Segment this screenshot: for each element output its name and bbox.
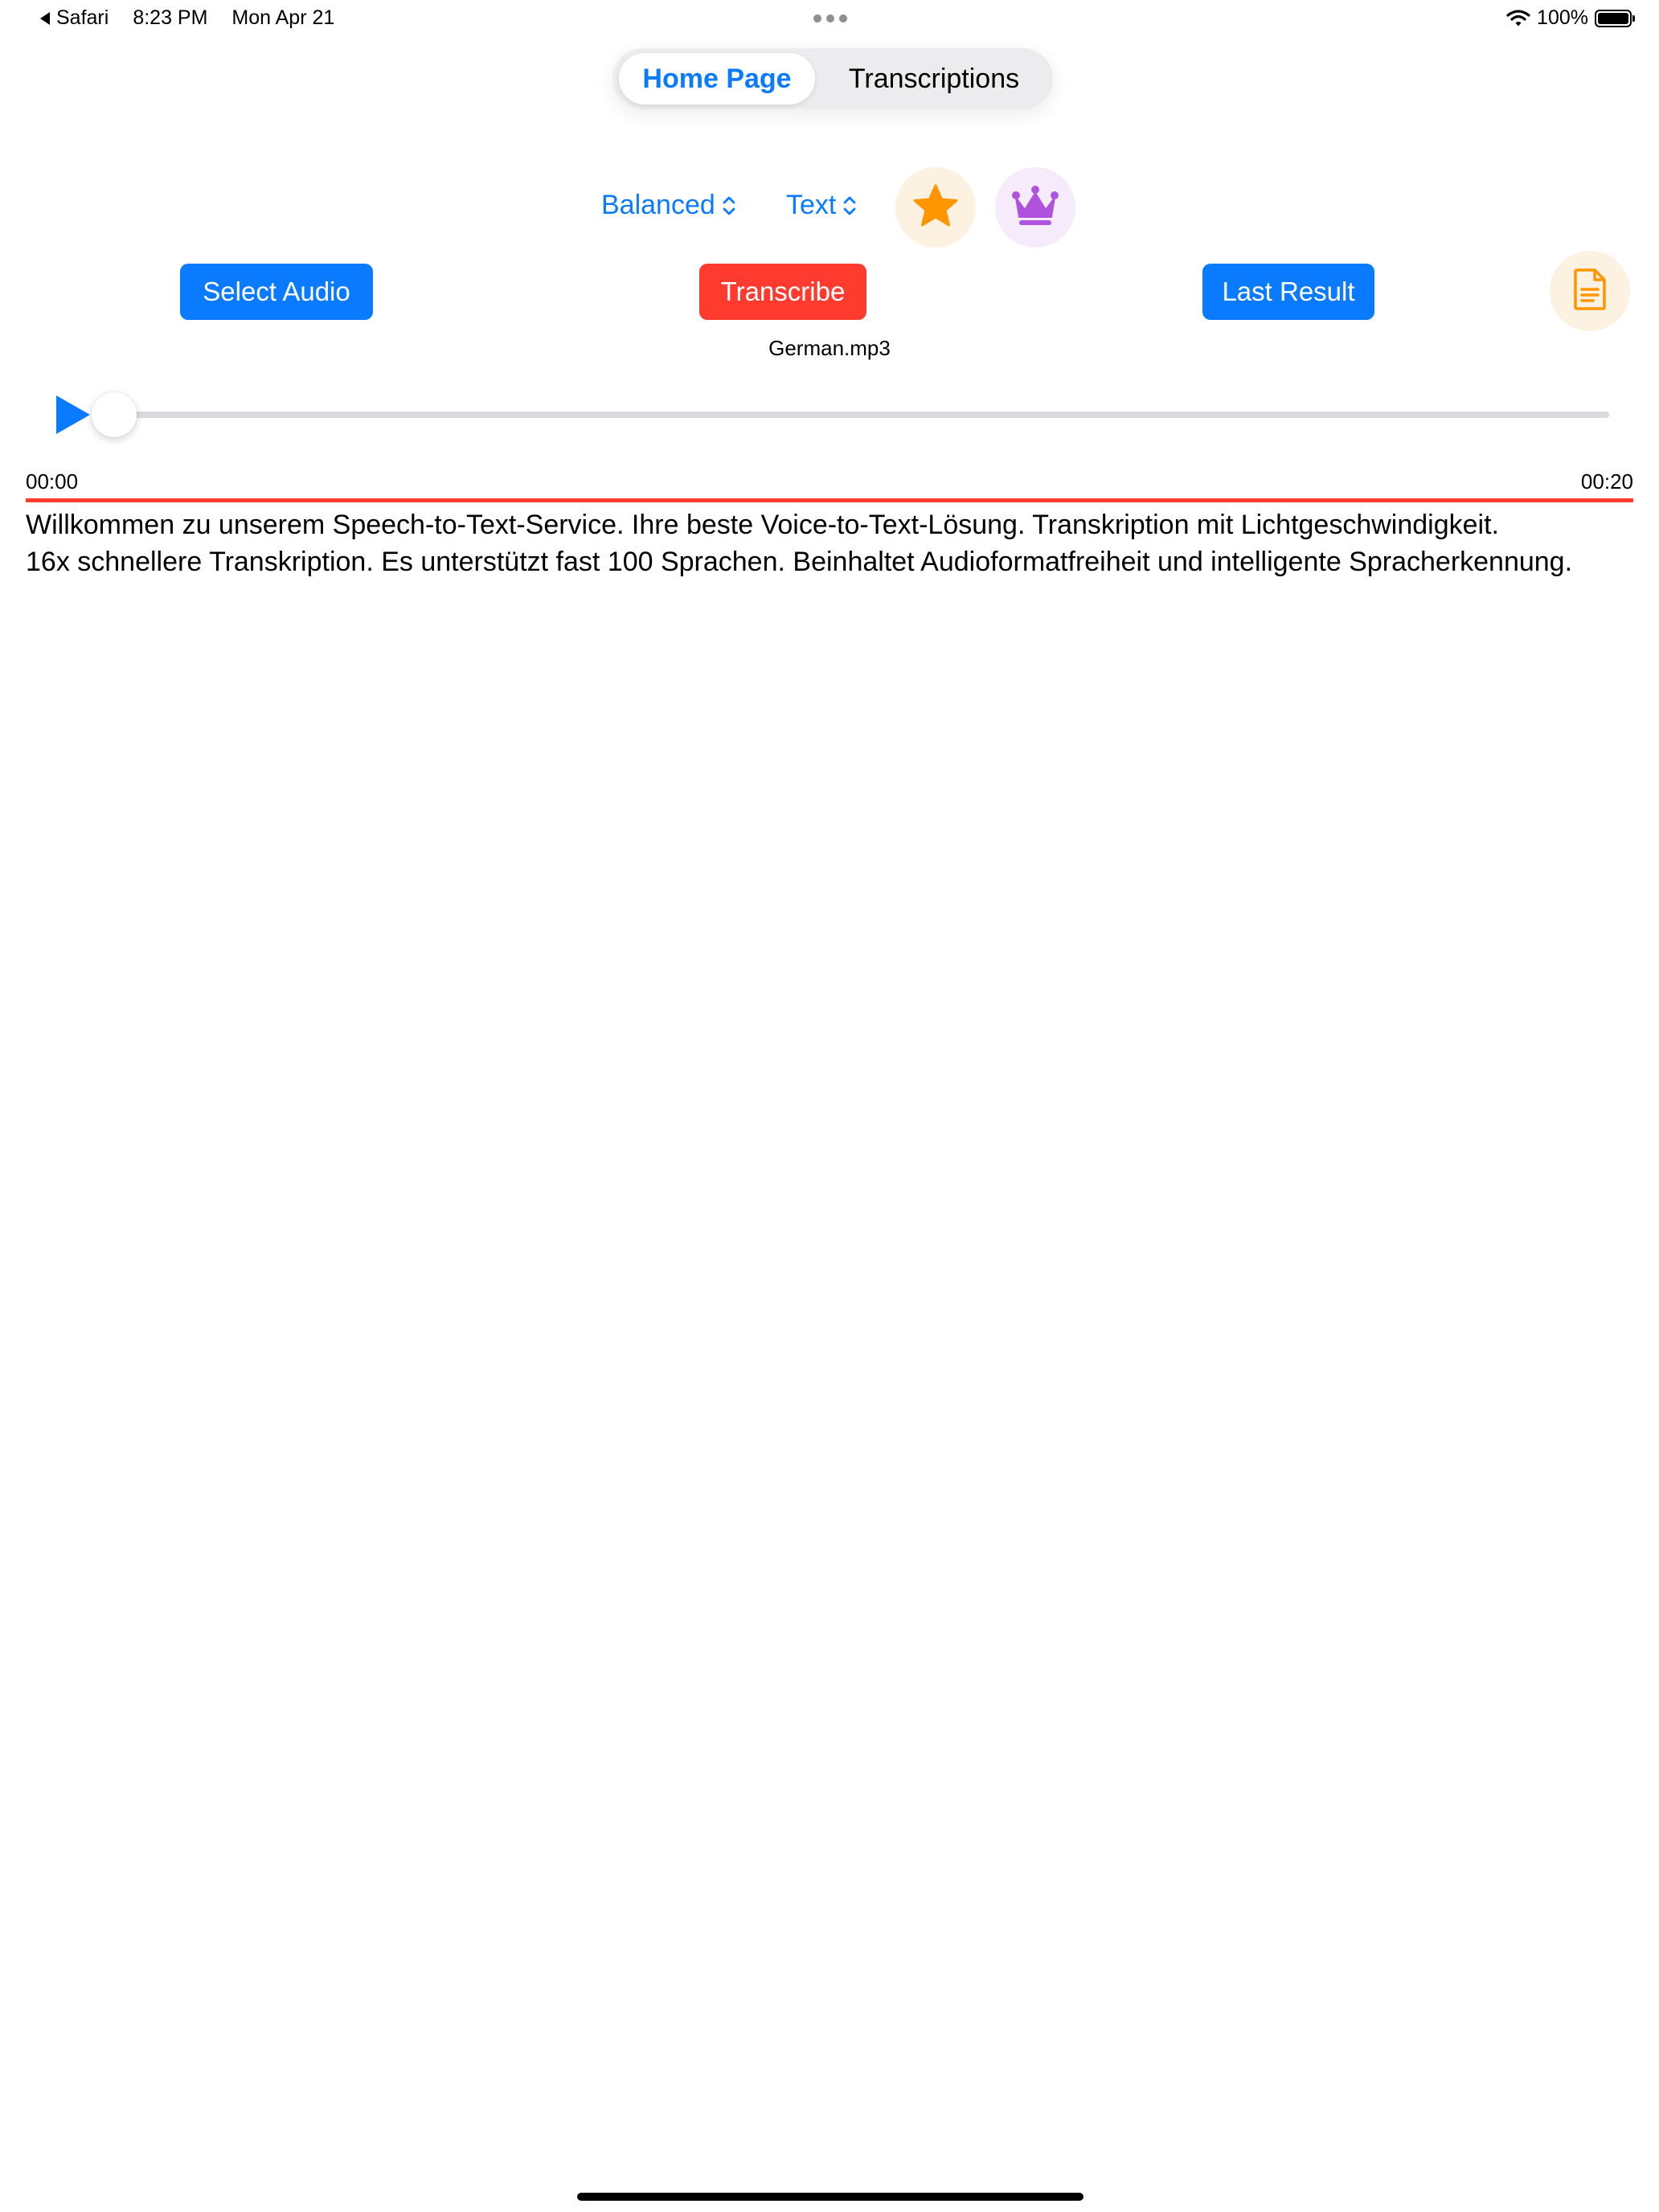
crown-button[interactable] <box>995 167 1075 248</box>
format-picker[interactable] <box>786 190 857 221</box>
dot <box>839 14 847 23</box>
status-right <box>1506 6 1632 30</box>
current-time: 00:00 <box>26 469 79 494</box>
dot <box>826 14 834 23</box>
status-date: Mon Apr 21 <box>231 6 335 29</box>
last-result-button[interactable]: Last Result <box>1202 264 1374 320</box>
divider <box>26 498 1633 502</box>
selected-file-name: German.mp3 <box>768 336 891 360</box>
chevron-up-down-icon <box>722 195 736 217</box>
home-indicator[interactable] <box>577 2193 1083 2201</box>
tab-transcriptions[interactable]: Transcriptions <box>848 63 1020 94</box>
status-time: 8:23 PM <box>133 6 208 29</box>
status-left <box>40 6 334 30</box>
star-icon <box>912 183 959 232</box>
tab-bar <box>612 48 1053 109</box>
status-bar <box>0 0 1659 39</box>
transcript-line: 16x schnellere Transkription. Es unterstützt fast 100 Sprachen. Beinhaltet Audioformatfreiheit und intelligente Spracherkennung. <box>26 547 1573 577</box>
quality-picker[interactable] <box>601 190 736 221</box>
battery-icon <box>1595 10 1632 27</box>
transcript-text <box>26 506 1633 580</box>
back-arrow-icon[interactable] <box>40 12 50 25</box>
dot <box>813 14 821 23</box>
play-icon[interactable] <box>56 395 90 434</box>
select-audio-button[interactable]: Select Audio <box>180 264 373 320</box>
document-icon <box>1572 268 1608 315</box>
seek-track[interactable] <box>92 412 1609 418</box>
star-button[interactable] <box>895 167 976 248</box>
seek-thumb[interactable] <box>92 392 137 437</box>
total-time: 00:20 <box>1580 469 1633 494</box>
format-picker-label: Text <box>786 190 837 220</box>
multitasking-dots[interactable] <box>813 14 847 23</box>
transcript-line: Willkommen zu unserem Speech-to-Text-Service. Ihre beste Voice-to-Text-Lösung. Transkription mit Lichtgeschwindigkeit. <box>26 510 1499 540</box>
document-button[interactable] <box>1550 251 1630 331</box>
crown-icon <box>1010 185 1060 231</box>
battery-percent: 100% <box>1537 6 1588 29</box>
quality-picker-label: Balanced <box>601 190 715 220</box>
wifi-icon <box>1506 10 1530 27</box>
chevron-up-down-icon <box>842 195 857 217</box>
back-app-label[interactable]: Safari <box>56 6 109 29</box>
transcribe-button[interactable]: Transcribe <box>699 264 866 320</box>
tab-home-page[interactable]: Home Page <box>619 53 815 104</box>
